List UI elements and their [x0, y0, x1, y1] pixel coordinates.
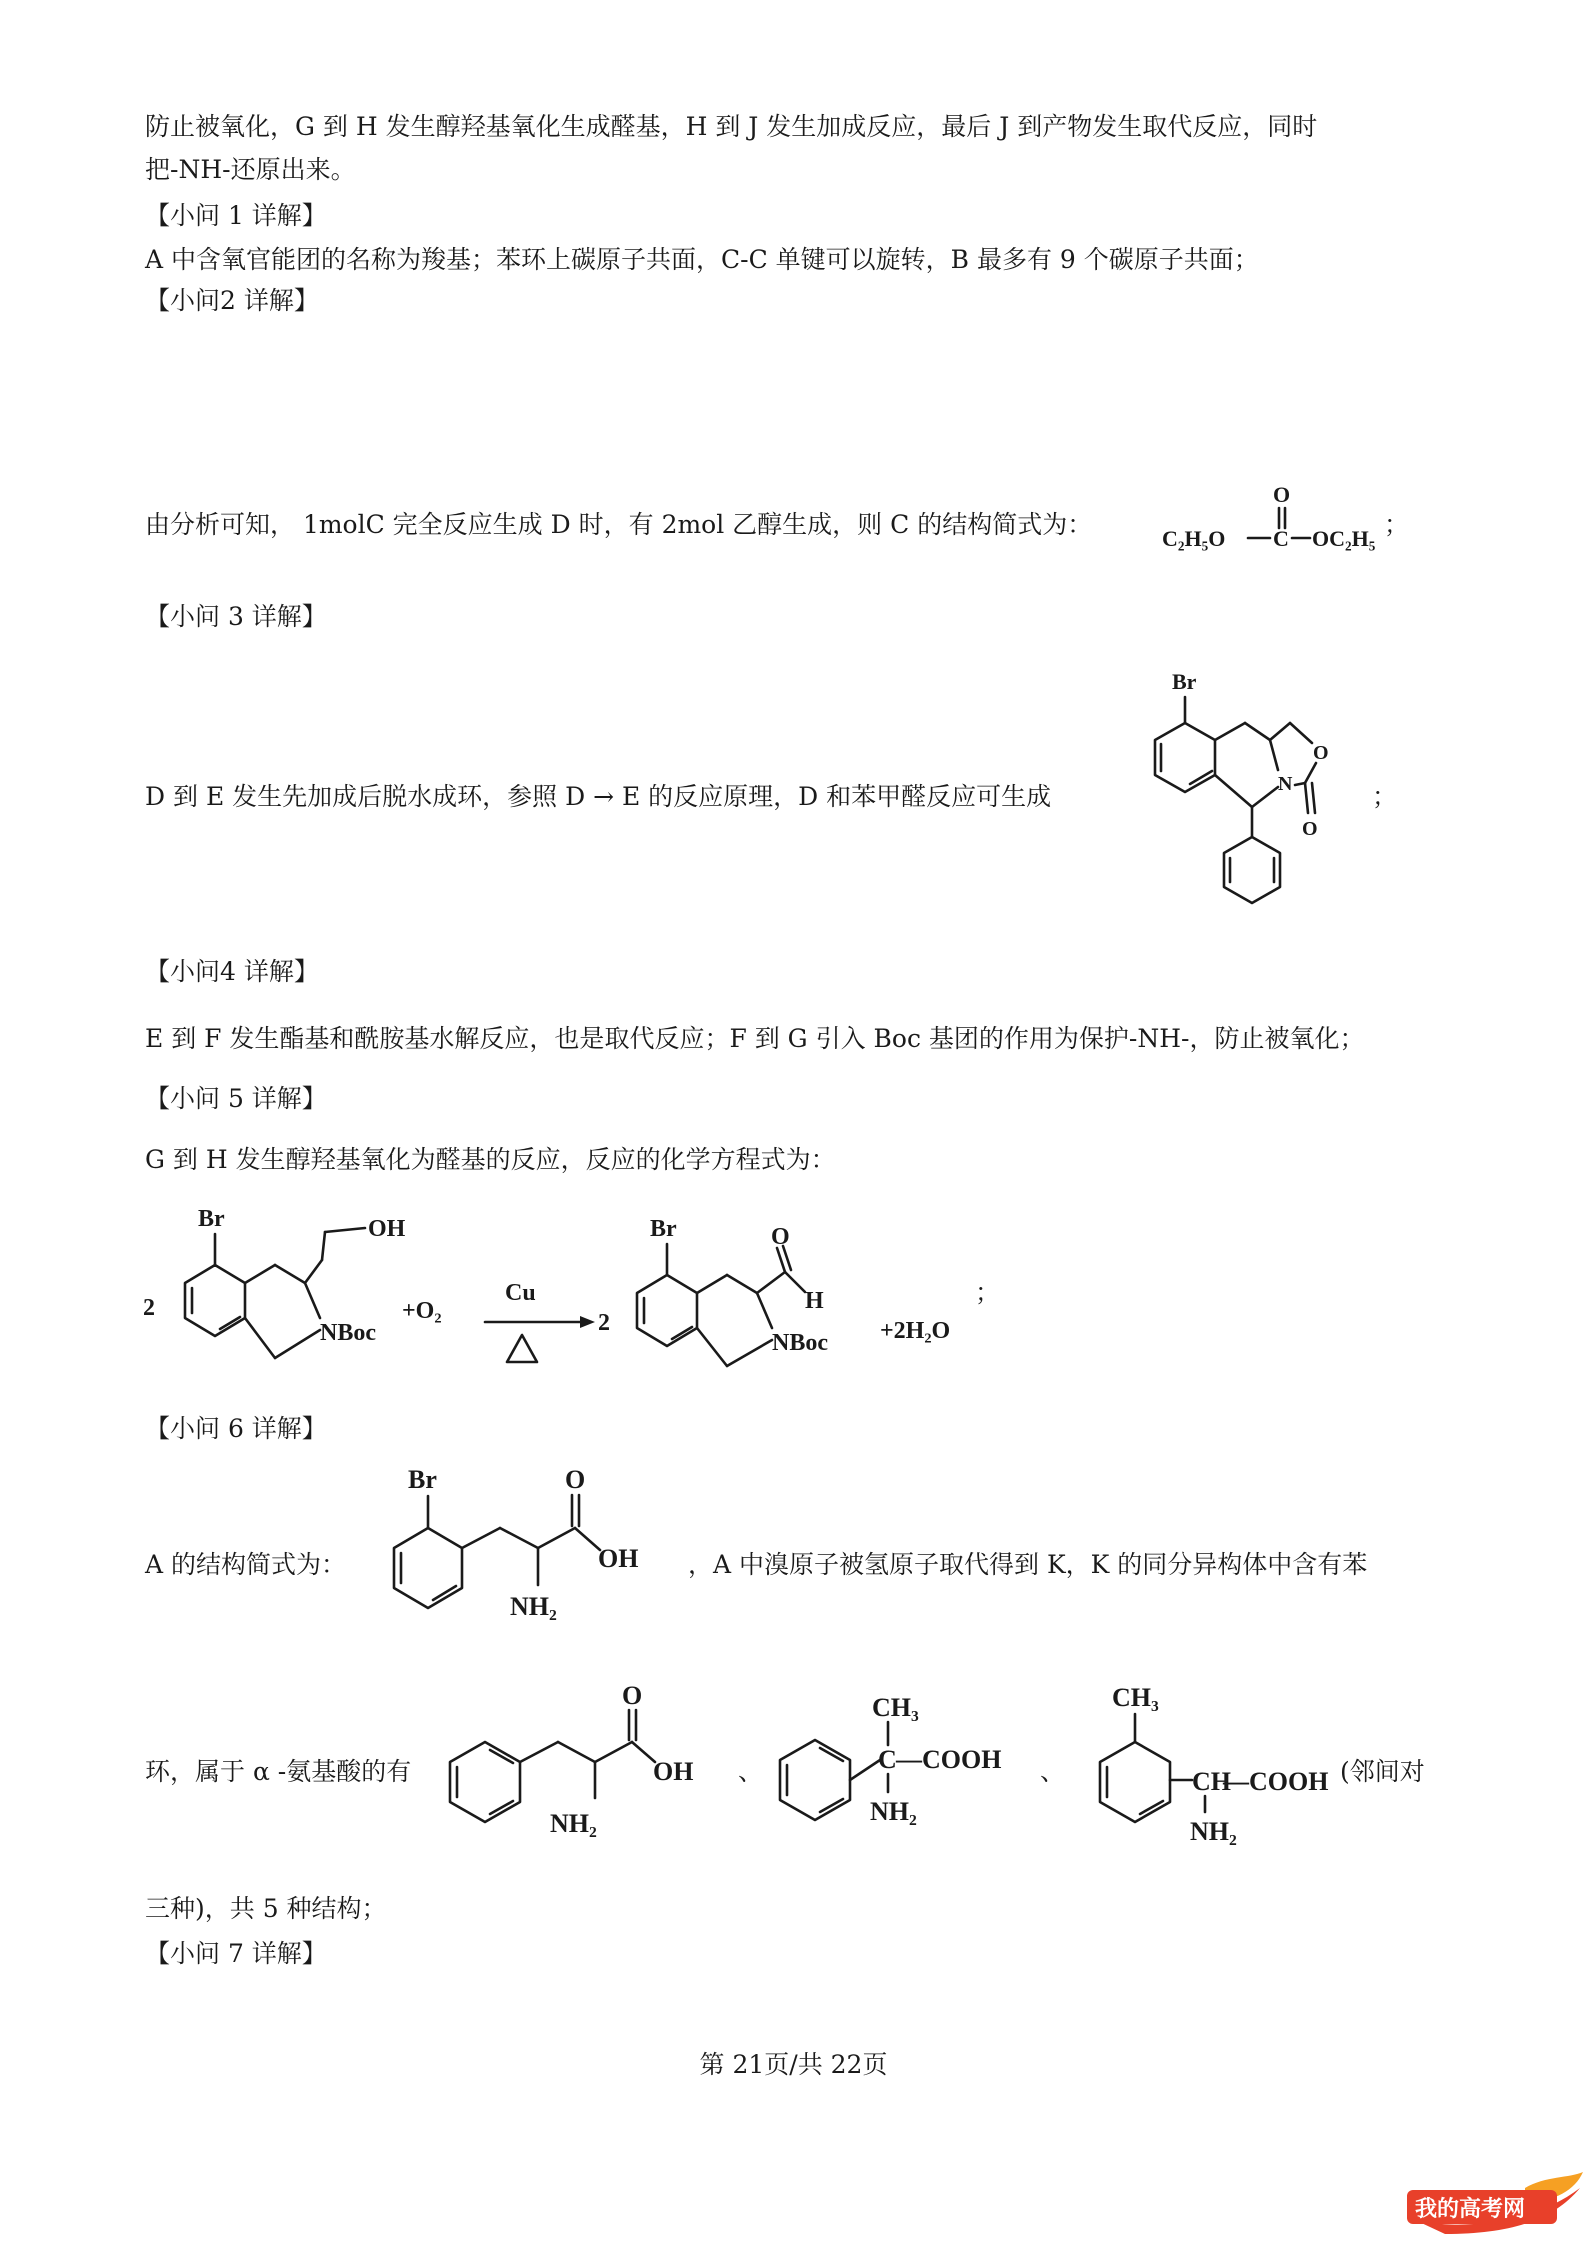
eq-water: +2H₂O [880, 1318, 951, 1344]
section-heading: 【小问 1 详解】 [145, 201, 327, 230]
a-oh: OH [598, 1544, 639, 1573]
eq-h: H [805, 1288, 824, 1314]
iso3-nh2: NH₂ [1190, 1817, 1237, 1846]
ester-carbon: C [1273, 526, 1289, 551]
paragraph: A 中含氧官能团的名称为羧基；苯环上碳原子共面，C-C 单键可以旋转，B 最多有 9 个碳原子共面； [145, 245, 1259, 274]
paragraph: 由分析可知， 1molC 完全反应生成 D 时，有 2mol 乙醇生成，则 C 的结构简式为： [145, 510, 1093, 539]
paragraph: 防止被氧化，G 到 H 发生醇羟基氧化生成醛基，H 到 J 发生加成反应，最后 J 到产物发生取代反应，同时 [145, 112, 1318, 141]
eq-catalyst: Cu [505, 1280, 536, 1306]
logo-text: 我的高考网 [1415, 2197, 1526, 2222]
paragraph: D 到 E 发生先加成后脱水成环，参照 D → E 的反应原理，D 和苯甲醛反应可生成 [145, 782, 1052, 811]
iso1-oh: OH [653, 1757, 694, 1786]
paragraph: E 到 F 发生酯基和酰胺基水解反应，也是取代反应；F 到 G 引入 Boc 基团的作用为保护-NH-，防止被氧化； [145, 1024, 1365, 1053]
paragraph: ，A 中溴原子被氢原子取代得到 K，K 的同分异构体中含有苯 [688, 1550, 1368, 1579]
paragraph: (邻间对 [1340, 1757, 1425, 1786]
page-number: 第 21页/共 22页 [699, 2050, 888, 2079]
oxidation-equation-diagram [140, 1200, 1000, 1385]
iso2-c: C [878, 1745, 897, 1774]
separator: 、 [1040, 1757, 1066, 1786]
ester-right: OC₂H₅ [1312, 526, 1376, 551]
eq-o: O [771, 1224, 790, 1250]
paragraph: A 的结构简式为： [145, 1550, 347, 1579]
eq-coef2: 2 [598, 1310, 610, 1336]
eq-br1: Br [198, 1206, 225, 1232]
iso2-ch3: CH₃ [872, 1693, 919, 1722]
eq-oh: OH [368, 1216, 406, 1242]
eq-nboc1: NBoc [320, 1320, 376, 1346]
compound-a-structure [360, 1460, 700, 1640]
iso1-o: O [622, 1681, 643, 1710]
punctuation: ； [975, 1278, 1001, 1307]
a-o: O [565, 1465, 586, 1494]
product-o-carbonyl: O [1302, 818, 1318, 840]
iso2-nh2: NH₂ [870, 1797, 917, 1826]
eq-o2: +O₂ [402, 1298, 442, 1324]
isomer-phenylalanine-structure [440, 1680, 740, 1855]
iso2-cooh: —COOH [896, 1745, 1002, 1774]
ester-structure-diagram [1160, 480, 1400, 560]
section-heading: 【小问4 详解】 [145, 957, 319, 986]
iso3-ch: CH [1192, 1767, 1231, 1796]
punctuation: ； [1372, 782, 1398, 811]
section-heading: 【小问 3 详解】 [145, 602, 327, 631]
punctuation: ； [1384, 510, 1410, 539]
separator: 、 [738, 1757, 764, 1786]
section-heading: 【小问 6 详解】 [145, 1414, 327, 1443]
site-logo[interactable] [1405, 2168, 1587, 2240]
iso1-nh2: NH₂ [550, 1809, 597, 1838]
tricyclic-product-diagram [1130, 665, 1370, 920]
eq-br2: Br [650, 1216, 677, 1242]
a-br: Br [408, 1465, 437, 1494]
isomer-alpha-methyl-structure [770, 1690, 1050, 1850]
paragraph: G 到 H 发生醇羟基氧化为醛基的反应，反应的化学方程式为： [145, 1145, 836, 1174]
ester-o-top: O [1273, 482, 1291, 507]
product-br: Br [1172, 669, 1197, 694]
paragraph: 三种)，共 5 种结构； [145, 1894, 387, 1923]
product-n: N [1278, 773, 1293, 795]
iso3-ch3: CH₃ [1112, 1683, 1159, 1712]
iso3-cooh: —COOH [1223, 1767, 1329, 1796]
isomer-methylphenyl-structure [1070, 1680, 1350, 1855]
paragraph: 把-NH-还原出来。 [145, 155, 356, 184]
a-nh2: NH₂ [510, 1592, 557, 1621]
section-heading: 【小问 5 详解】 [145, 1084, 327, 1113]
product-o-ring: O [1313, 742, 1329, 764]
eq-coef1: 2 [143, 1295, 155, 1321]
paragraph: 环，属于 α -氨基酸的有 [145, 1757, 412, 1786]
eq-nboc2: NBoc [772, 1330, 828, 1356]
section-heading: 【小问2 详解】 [145, 286, 319, 315]
ester-left: C₂H₅O [1162, 526, 1226, 551]
section-heading: 【小问 7 详解】 [145, 1939, 327, 1968]
